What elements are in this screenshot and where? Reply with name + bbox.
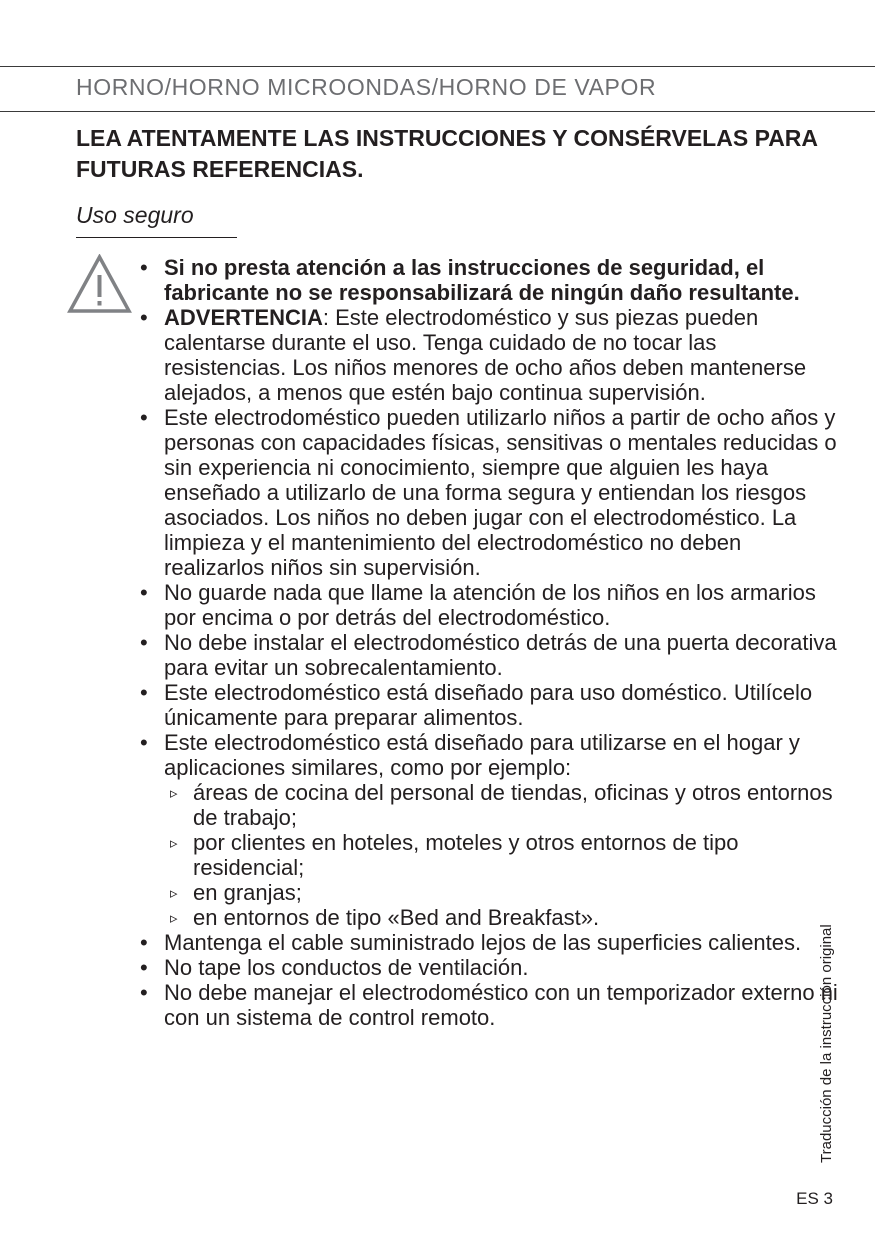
list-item (140, 680, 840, 730)
section-title-underline (76, 237, 237, 238)
header-bottom-rule (0, 111, 875, 112)
main-heading: LEA ATENTAMENTE LAS INSTRUCCIONES Y CONSÉRVELAS PARA FUTURAS REFERENCIAS. (76, 125, 818, 182)
list-item (140, 955, 840, 980)
list-item (140, 580, 840, 630)
bullet-text: Mantenga el cable suministrado lejos de las superficies calientes. (164, 930, 802, 955)
list-item (140, 405, 840, 580)
section-title: Uso seguro (76, 202, 194, 228)
sub-list-item: ▹ áreas de cocina del personal de tiendas, oficinas y otros entornos de trabajo; (164, 780, 840, 830)
sub-list (164, 780, 840, 930)
sub-list-item: ▹ en granjas; (164, 880, 840, 905)
bullet-text: Este electrodoméstico está diseñado para utilizarse en el hogar y aplicaciones similares, como por ejemplo: (164, 730, 800, 780)
bullet-text: Este electrodoméstico está diseñado para uso doméstico. Utilícelo únicamente para preparar alimentos. (164, 680, 813, 730)
list-item (140, 730, 840, 930)
bullet-text: No tape los conductos de ventilación. (164, 955, 529, 980)
list-item (140, 930, 840, 955)
bullet-text-bold: Si no presta atención a las instrucciones de seguridad, el fabricante no se responsabilizará de ningún daño resultante. (164, 255, 800, 305)
translation-note: Traducción de la instrucción original (818, 924, 835, 1163)
warning-label: ADVERTENCIA (164, 305, 323, 330)
list-item (140, 630, 840, 680)
bullet-text: No debe instalar el electrodoméstico detrás de una puerta decorativa para evitar un sobrecalentamiento. (164, 630, 837, 680)
page-header-title: HORNO/HORNO MICROONDAS/HORNO DE VAPOR (76, 74, 657, 100)
bullet-text: Este electrodoméstico pueden utilizarlo niños a partir de ocho años y personas con capacidades físicas, sensitivas o mentales reducidas o sin experiencia ni conocimiento, siempre que alguien les haya enseñado a utilizarlo de una forma segura y entiendan los riesgos asociados. Los niños no deben jugar con el electrodoméstico. La limpieza y el mantenimiento del electrodoméstico no deben realizarlos niños sin supervisión. (164, 405, 837, 580)
page-number: ES 3 (796, 1189, 833, 1208)
sub-list-item: ▹ por clientes en hoteles, moteles y otros entornos de tipo residencial; (164, 830, 840, 880)
bullet-text: No guarde nada que llame la atención de los niños en los armarios por encima o por detrás del electrodoméstico. (164, 580, 816, 630)
bullet-text: No debe manejar el electrodoméstico con un temporizador externo ni con un sistema de control remoto. (164, 980, 838, 1030)
warning-triangle-icon (67, 254, 132, 314)
header-top-rule (0, 66, 875, 67)
list-item (140, 305, 840, 405)
list-item (140, 255, 840, 305)
sub-list-item: ▹ en entornos de tipo «Bed and Breakfast». (164, 905, 840, 930)
bullet-text: : Este electrodoméstico y sus piezas pueden calentarse durante el uso. Tenga cuidado de no tocar las resistencias. Los niños menores de ocho años deben mantenerse alejados, a menos que estén bajo continua supervisión. (164, 305, 807, 405)
safety-instructions-list (140, 255, 840, 1030)
list-item (140, 980, 840, 1030)
